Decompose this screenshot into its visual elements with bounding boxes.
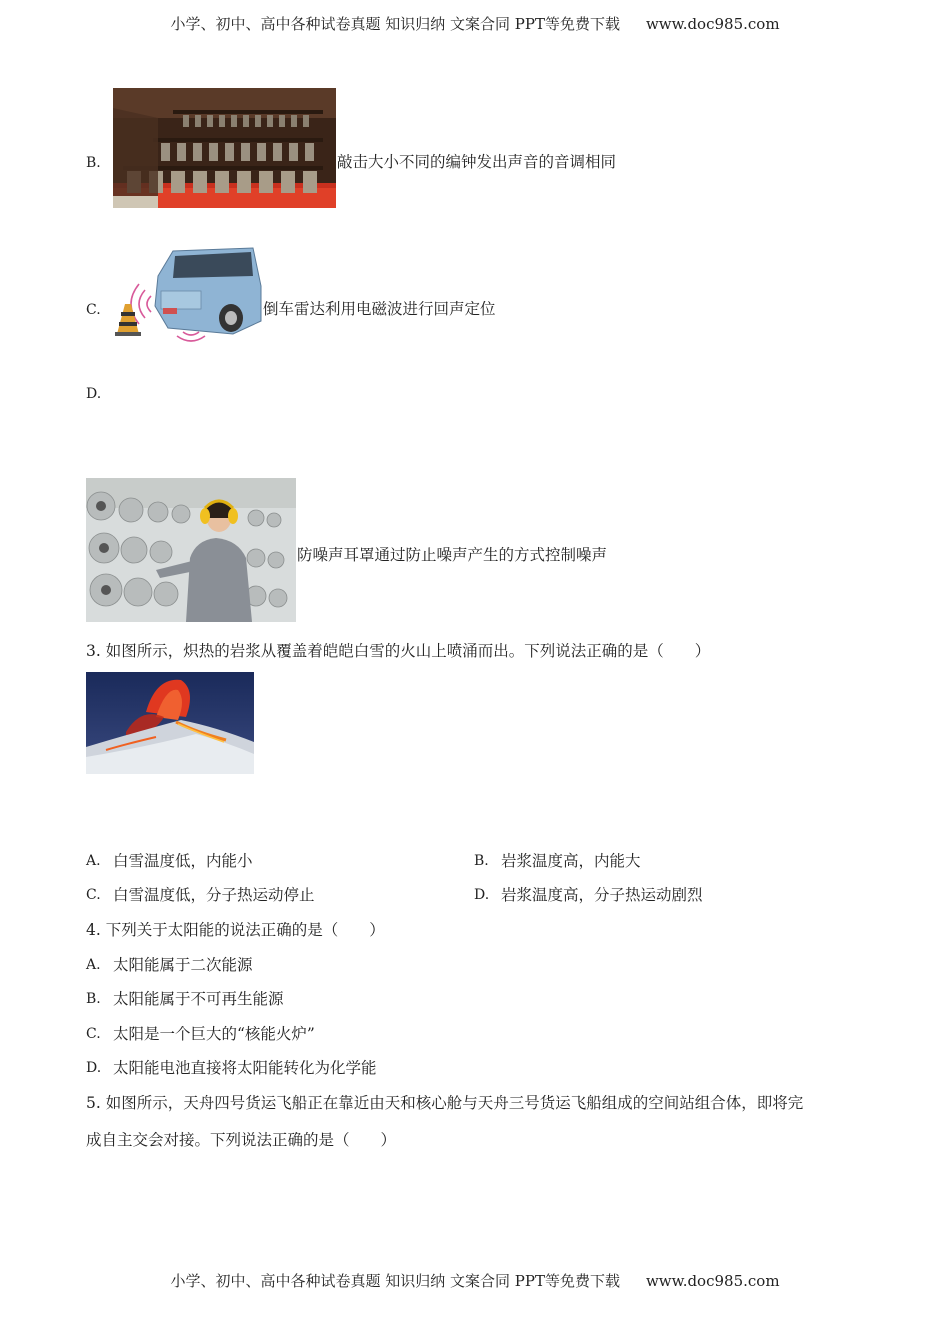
q3-option-a-text: 白雪温度低，内能小: [113, 852, 253, 870]
q4-option-a-label: A.: [86, 957, 101, 973]
q4-option-b-label: B.: [86, 991, 101, 1007]
q3-option-d-text: 岩浆温度高，分子热运动剧烈: [501, 886, 703, 904]
q2-option-d-text: 防噪声耳罩通过防止噪声产生的方式控制噪声: [297, 546, 608, 564]
footer-text: 小学、初中、高中各种试卷真题 知识归纳 文案合同 PPT等免费下载: [170, 1272, 620, 1290]
q3-option-d-label: D.: [474, 887, 490, 903]
header-site: www.doc985.com: [645, 15, 780, 33]
q4-option-c-label: C.: [86, 1026, 101, 1042]
q5-stem-line1: 5. 如图所示，天舟四号货运飞船正在靠近由天和核心舱与天舟三号货运飞船组成的空间站组合体，即将完: [86, 1094, 804, 1112]
q4-option-b-text: 太阳能属于不可再生能源: [113, 990, 284, 1008]
q2-option-b-text: 敲击大小不同的编钟发出声音的音调相同: [337, 153, 617, 171]
q3-option-a-label: A.: [86, 853, 101, 869]
q3-option-b-text: 岩浆温度高，内能大: [501, 852, 641, 870]
q2-option-d-label: D.: [86, 386, 102, 402]
page-header: [0, 13, 950, 34]
page-footer: [0, 1270, 950, 1291]
reversing-radar-image: [113, 246, 262, 348]
q4-stem: 4. 下列关于太阳能的说法正确的是（ ）: [86, 921, 385, 939]
q2-option-c-label: C.: [86, 302, 101, 318]
q5-stem-line2: 成自主交会对接。下列说法正确的是（ ）: [86, 1131, 397, 1149]
q3-option-b-label: B.: [474, 853, 489, 869]
q2-option-b-label: B.: [86, 155, 101, 171]
q4-option-d-label: D.: [86, 1060, 102, 1076]
q4-option-d-text: 太阳能电池直接将太阳能转化为化学能: [113, 1059, 377, 1077]
earmuff-worker-image: [86, 478, 296, 622]
q2-option-c-text: 倒车雷达利用电磁波进行回声定位: [263, 300, 496, 318]
q3-stem: 3. 如图所示，炽热的岩浆从覆盖着皑皑白雪的火山上喷涌而出。下列说法正确的是（ ）: [86, 642, 711, 660]
q4-option-a-text: 太阳能属于二次能源: [113, 956, 253, 974]
volcano-image: [86, 672, 254, 774]
q4-option-c-text: 太阳是一个巨大的“核能火炉”: [113, 1025, 315, 1043]
header-text: 小学、初中、高中各种试卷真题 知识归纳 文案合同 PPT等免费下载: [170, 15, 620, 33]
footer-site: www.doc985.com: [645, 1272, 780, 1290]
q3-option-c-label: C.: [86, 887, 101, 903]
bianzhong-image: [113, 88, 336, 208]
q3-option-c-text: 白雪温度低，分子热运动停止: [113, 886, 315, 904]
